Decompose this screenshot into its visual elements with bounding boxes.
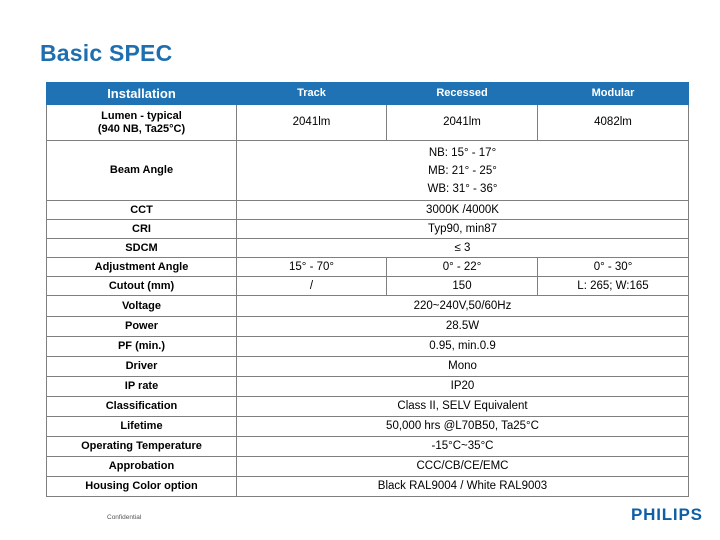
row-label-cri: CRI xyxy=(47,220,237,239)
cutout-track: / xyxy=(237,277,387,296)
table-row-approbation xyxy=(47,457,689,477)
pf-value: 0.95, min.0.9 xyxy=(237,337,689,357)
beam-mb: MB: 21° - 25° xyxy=(428,164,497,177)
classification-value: Class II, SELV Equivalent xyxy=(237,397,689,417)
lumen-label-line2: (940 NB, Ta25°C) xyxy=(97,122,186,135)
cutout-recessed: 150 xyxy=(387,277,538,296)
row-label-driver: Driver xyxy=(47,357,237,377)
table-row-voltage xyxy=(47,296,689,317)
operating-temp-value: -15°C~35°C xyxy=(237,437,689,457)
table-row-pf xyxy=(47,337,689,357)
table-row-adjustment xyxy=(47,258,689,277)
voltage-value: 220~240V,50/60Hz xyxy=(237,296,689,317)
lumen-label-line1: Lumen - typical xyxy=(101,109,182,122)
lumen-modular: 4082lm xyxy=(538,105,689,141)
row-label-ip: IP rate xyxy=(47,377,237,397)
row-label-voltage: Voltage xyxy=(47,296,237,317)
lumen-track: 2041lm xyxy=(237,105,387,141)
table-row-cri xyxy=(47,220,689,239)
beam-wb: WB: 31° - 36° xyxy=(427,182,498,195)
row-label-lumen xyxy=(47,105,237,141)
table-row-classification xyxy=(47,397,689,417)
row-label-pf: PF (min.) xyxy=(47,337,237,357)
row-label-adjustment: Adjustment Angle xyxy=(47,258,237,277)
sdcm-value: ≤ 3 xyxy=(237,239,689,258)
row-label-housing: Housing Color option xyxy=(47,477,237,497)
beam-nb: NB: 15° - 17° xyxy=(428,146,497,159)
row-label-power: Power xyxy=(47,317,237,337)
row-label-lifetime: Lifetime xyxy=(47,417,237,437)
header-installation: Installation xyxy=(47,83,237,105)
lumen-recessed: 2041lm xyxy=(387,105,538,141)
header-track: Track xyxy=(237,83,387,105)
driver-value: Mono xyxy=(237,357,689,377)
table-row-power xyxy=(47,317,689,337)
header-recessed: Recessed xyxy=(387,83,538,105)
beam-values xyxy=(237,141,689,201)
spec-table xyxy=(46,82,689,497)
table-row-lifetime xyxy=(47,417,689,437)
cri-value: Typ90, min87 xyxy=(237,220,689,239)
row-label-cutout: Cutout (mm) xyxy=(47,277,237,296)
row-label-approbation: Approbation xyxy=(47,457,237,477)
adjustment-modular: 0° - 30° xyxy=(538,258,689,277)
cutout-modular: L: 265; W:165 xyxy=(538,277,689,296)
table-row-lumen xyxy=(47,105,689,141)
housing-value: Black RAL9004 / White RAL9003 xyxy=(237,477,689,497)
table-row-housing xyxy=(47,477,689,497)
header-modular: Modular xyxy=(538,83,689,105)
approbation-value: CCC/CB/CE/EMC xyxy=(237,457,689,477)
adjustment-track: 15° - 70° xyxy=(237,258,387,277)
row-label-sdcm: SDCM xyxy=(47,239,237,258)
ip-value: IP20 xyxy=(237,377,689,397)
power-value: 28.5W xyxy=(237,317,689,337)
confidential-note: Confidential xyxy=(107,514,142,521)
table-row-beam xyxy=(47,141,689,201)
table-row-driver xyxy=(47,357,689,377)
header-row xyxy=(47,83,689,105)
table-row-ip xyxy=(47,377,689,397)
row-label-operating-temp: Operating Temperature xyxy=(47,437,237,457)
adjustment-recessed: 0° - 22° xyxy=(387,258,538,277)
table-row-cct xyxy=(47,201,689,220)
row-label-beam: Beam Angle xyxy=(47,141,237,201)
table-row-operating-temp xyxy=(47,437,689,457)
cct-value: 3000K /4000K xyxy=(237,201,689,220)
page-title: Basic SPEC xyxy=(40,40,173,66)
lifetime-value: 50,000 hrs @L70B50, Ta25°C xyxy=(237,417,689,437)
philips-logo: PHILIPS xyxy=(631,505,703,524)
table-row-sdcm xyxy=(47,239,689,258)
table-row-cutout xyxy=(47,277,689,296)
row-label-cct: CCT xyxy=(47,201,237,220)
row-label-classification: Classification xyxy=(47,397,237,417)
